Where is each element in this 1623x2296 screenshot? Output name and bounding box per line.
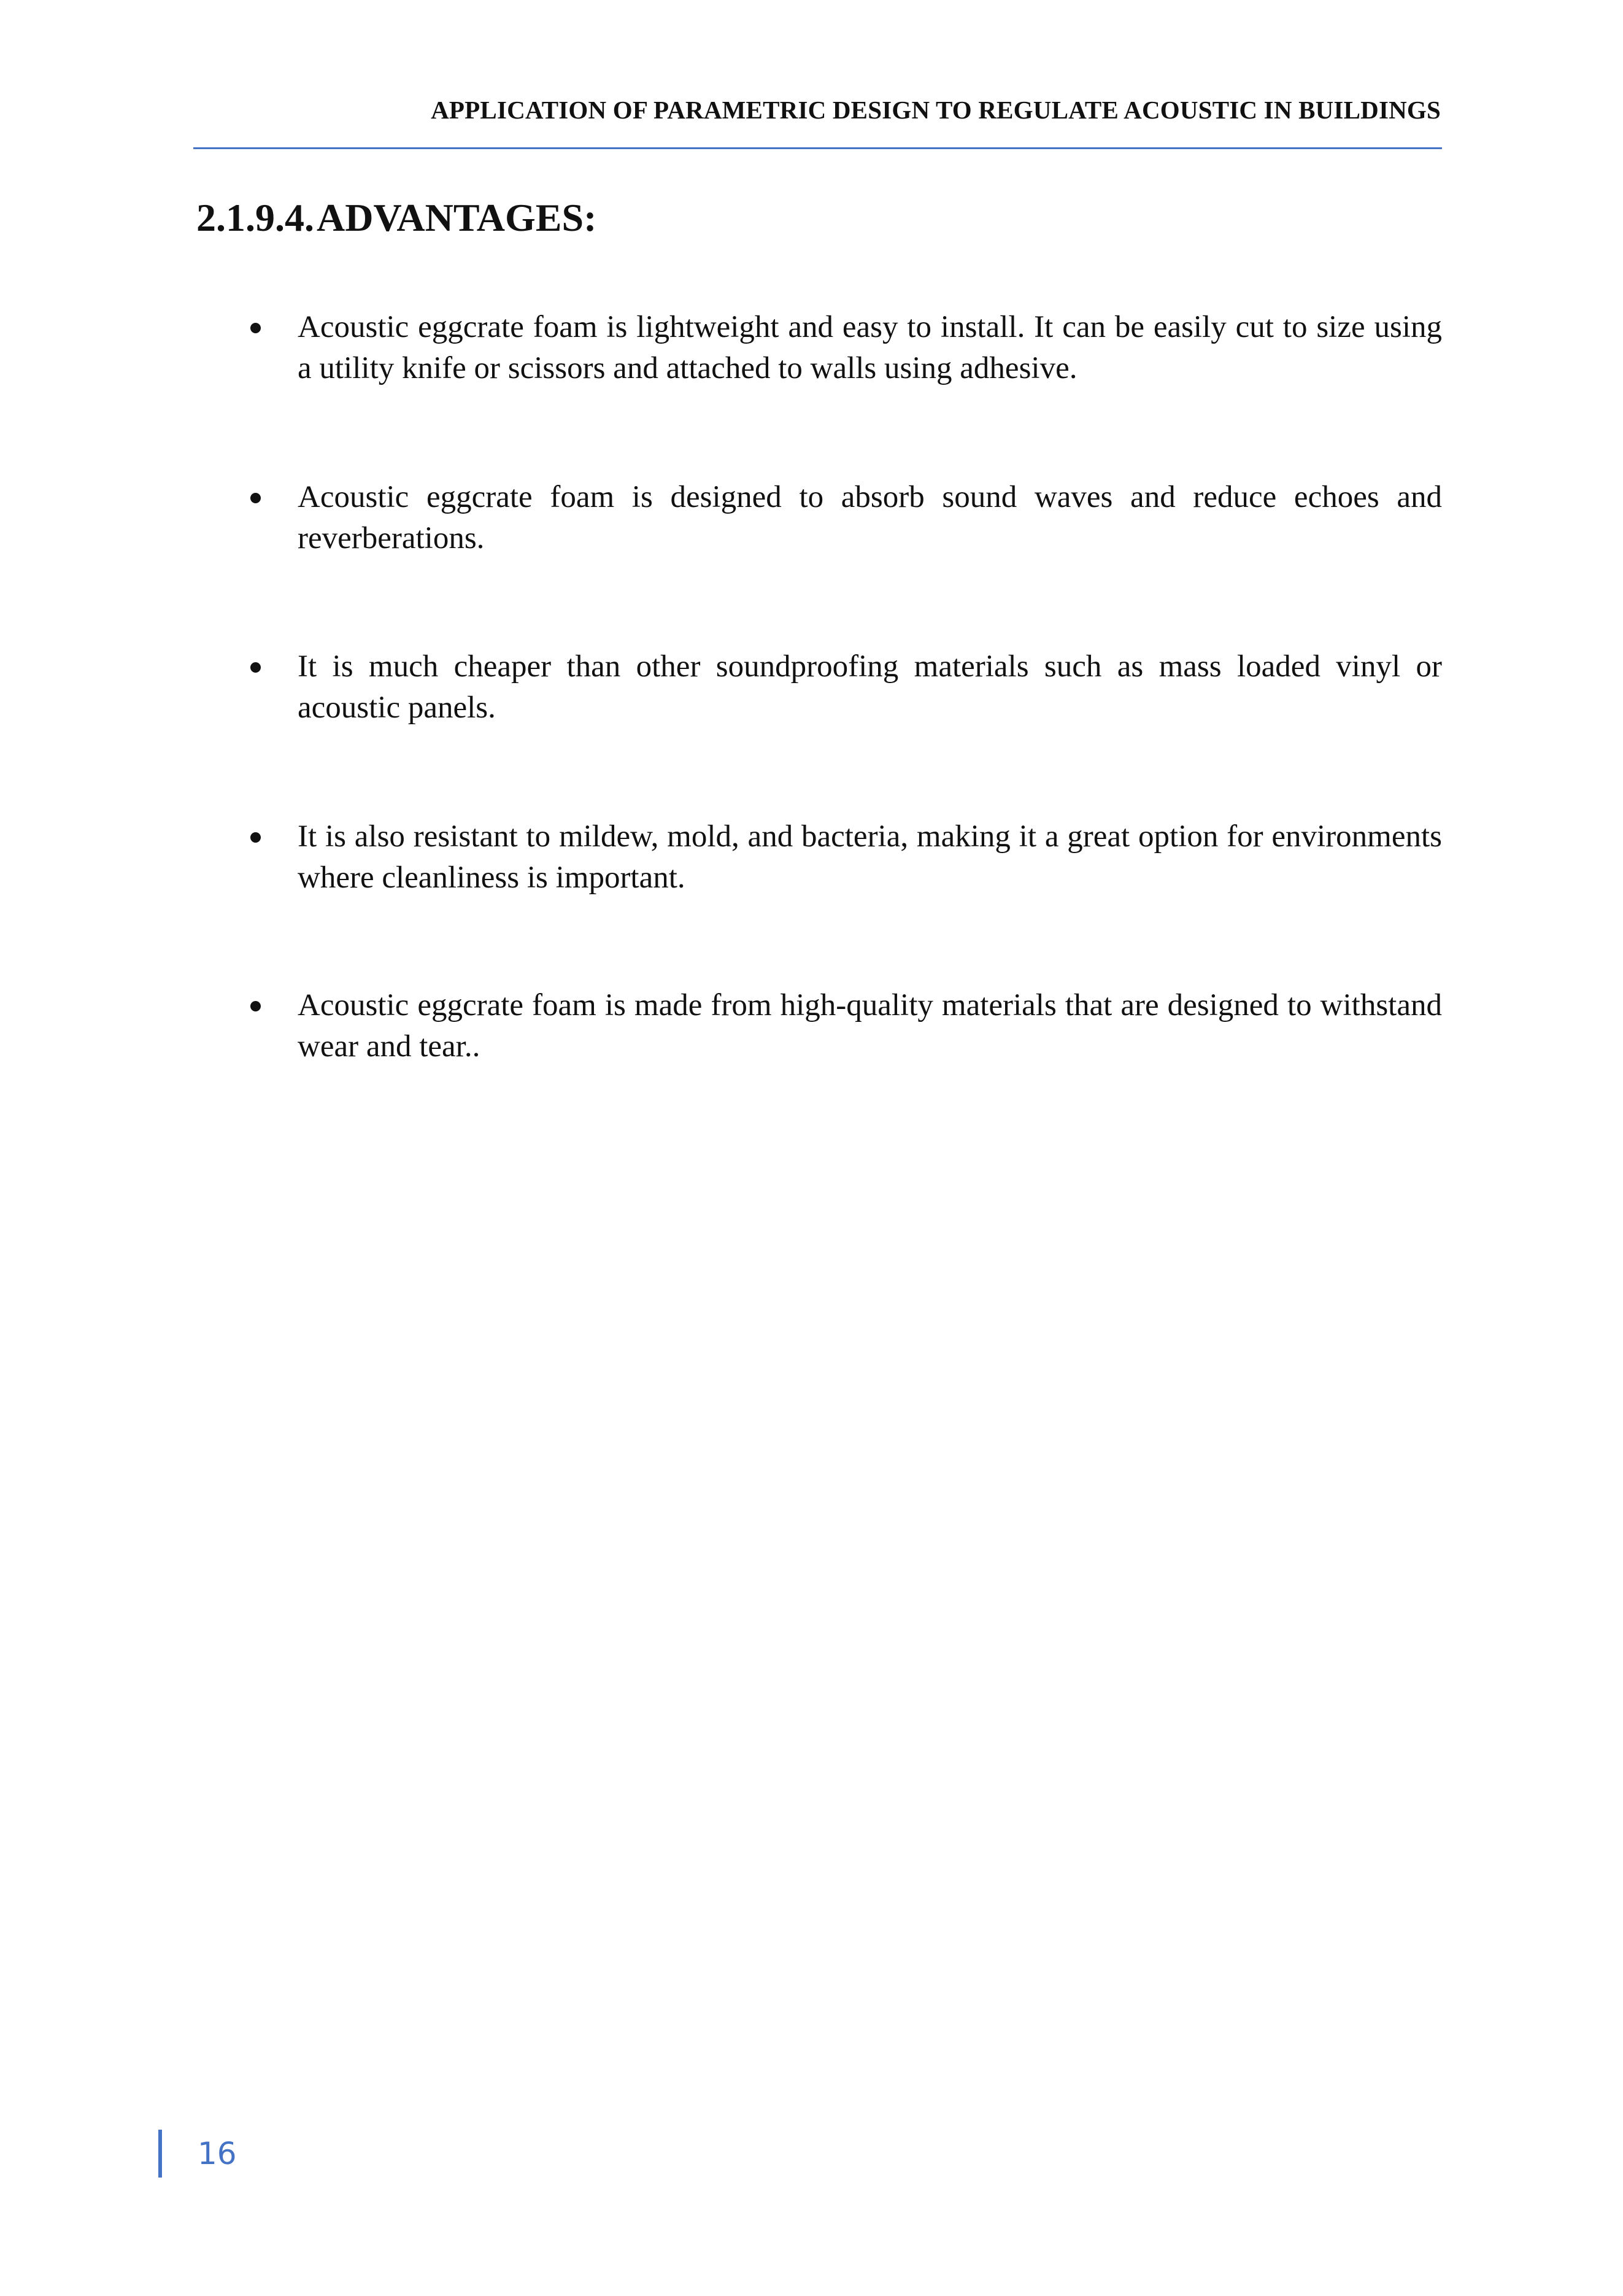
bullet-icon bbox=[250, 1001, 261, 1011]
section-number: 2.1.9.4. bbox=[196, 196, 314, 239]
list-item-text: It is much cheaper than other soundproofing materials such as mass loaded vinyl or acoustic panels. bbox=[298, 649, 1442, 725]
list-item-text: Acoustic eggcrate foam is designed to absorb sound waves and reduce echoes and reverberations. bbox=[298, 480, 1442, 555]
bullet-icon bbox=[250, 493, 261, 503]
running-header: APPLICATION OF PARAMETRIC DESIGN TO REGULATE ACOUSTIC IN BUILDINGS bbox=[431, 96, 1441, 124]
bullet-icon bbox=[250, 832, 261, 843]
section-title: ADVANTAGES: bbox=[317, 196, 597, 239]
bullet-icon bbox=[250, 662, 261, 673]
list-item-text: Acoustic eggcrate foam is lightweight and easy to install. It can be easily cut to size using a utility knife or scissors and attached to walls using adhesive. bbox=[298, 310, 1442, 385]
list-item-text: Acoustic eggcrate foam is made from high-quality materials that are designed to withstand wear and tear.. bbox=[298, 988, 1442, 1064]
footer-accent-bar bbox=[158, 2130, 162, 2178]
page-number: 16 bbox=[198, 2136, 237, 2171]
list-item-text: It is also resistant to mildew, mold, and bacteria, making it a great option for environments where cleanliness is important. bbox=[298, 819, 1442, 895]
bullet-icon bbox=[250, 323, 261, 333]
